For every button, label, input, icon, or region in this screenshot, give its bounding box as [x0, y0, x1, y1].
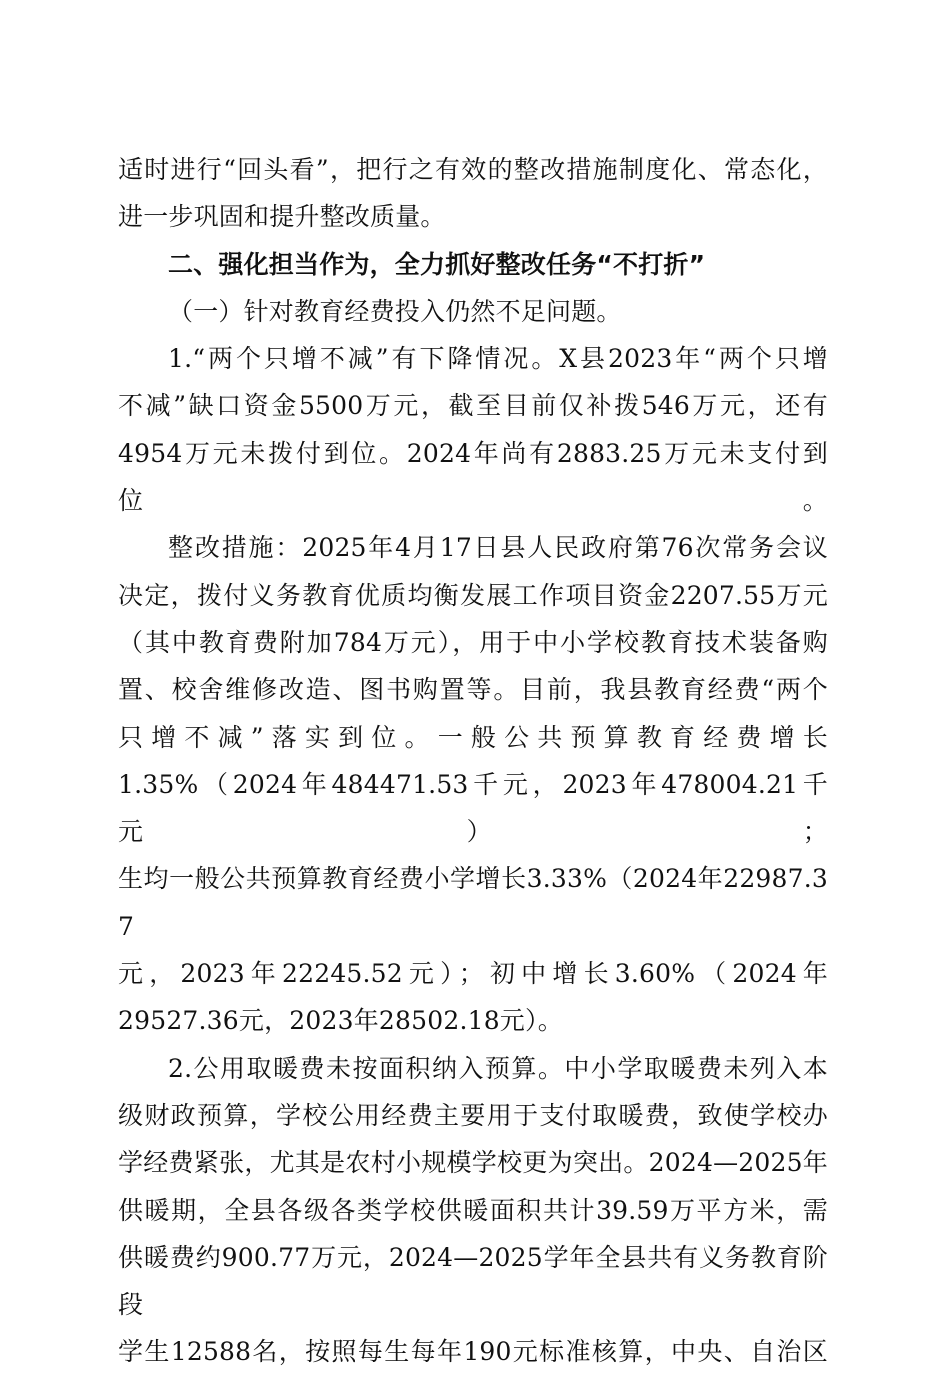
text-line: 4954万元未拨付到位。2024年尚有2883.25万元未支付到位。: [118, 438, 828, 516]
text-line: 29527.36元，2023年28502.18元）。: [118, 1006, 563, 1036]
text-line: 供暖期，全县各级各类学校供暖面积共计39.59万平方米，需: [118, 1195, 828, 1225]
text-line: 置、校舍维修改造、图书购置等。目前，我县教育经费“两个: [118, 675, 828, 705]
measures-paragraph: [118, 524, 828, 1044]
section-heading: [118, 241, 828, 288]
item-1-paragraph: [118, 335, 828, 524]
text-line: 1.35%（2024年484471.53千元，2023年478004.21千元）；: [118, 769, 828, 847]
heading-text: 二、强化担当作为，全力抓好整改任务“不打折”: [168, 249, 706, 279]
text-line: 元，2023年22245.52元）；初中增长3.60%（2024年: [118, 959, 828, 989]
subheading-text: （一）针对教育经费投入仍然不足问题。: [168, 296, 622, 326]
text-line: 级财政预算，学校公用经费主要用于支付取暖费，致使学校办: [118, 1100, 828, 1130]
text-line: 1.“两个只增不减”有下降情况。X县2023年“两个只增: [168, 344, 828, 374]
text-line: 适时进行“回头看”，把行之有效的整改措施制度化、常态化，: [118, 155, 828, 184]
text-line: 2.公用取暖费未按面积纳入预算。中小学取暖费未列入本: [168, 1053, 828, 1083]
text-line: 只增不减”落实到位。一般公共预算教育经费增长: [118, 722, 828, 752]
document-body: [118, 146, 828, 1376]
text-line: 不减”缺口资金5500万元，截至目前仅补拨546万元，还有: [118, 391, 828, 421]
text-line: 学经费紧张，尤其是农村小规模学校更为突出。2024—2025年: [118, 1148, 828, 1178]
text-line: 决定，拨付义务教育优质均衡发展工作项目资金2207.55万元: [118, 580, 828, 610]
intro-continuation-paragraph: [118, 146, 828, 241]
subsection-heading: [118, 288, 828, 335]
text-line: 学生12588名，按照每生每年190元标准核算，中央、自治区: [118, 1337, 828, 1367]
text-line: 进一步巩固和提升整改质量。: [118, 202, 446, 232]
text-line: 整改措施：2025年4月17日县人民政府第76次常务会议: [168, 533, 828, 563]
text-line: 供暖费约900.77万元，2024—2025学年全县共有义务教育阶段: [118, 1242, 828, 1320]
item-2-paragraph: [118, 1045, 828, 1376]
text-line: 生均一般公共预算教育经费小学增长3.33%（2024年22987.37: [118, 864, 828, 941]
text-line: （其中教育费附加784万元），用于中小学校教育技术装备购: [118, 627, 828, 657]
